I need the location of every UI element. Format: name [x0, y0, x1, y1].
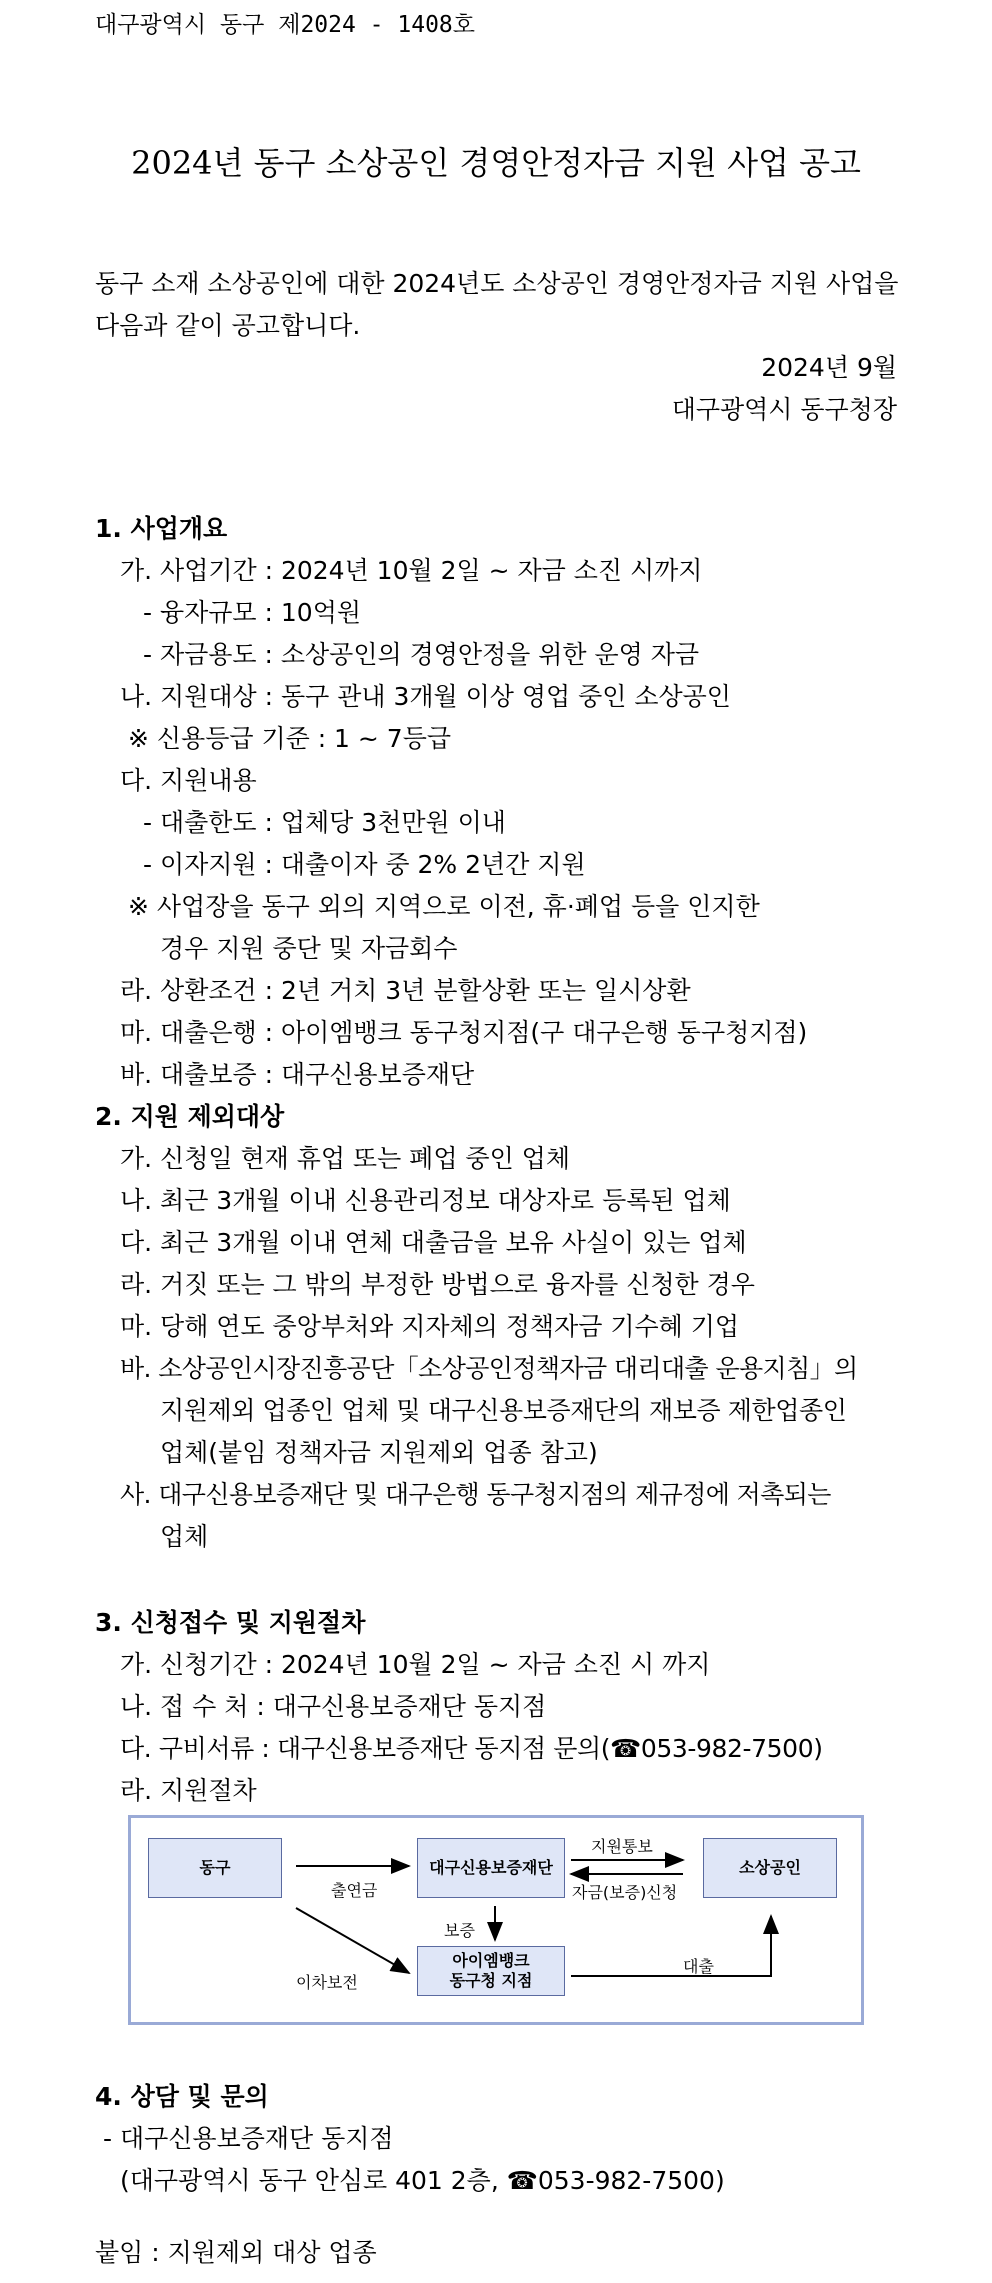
section-2-item: 마. 당해 연도 중앙부처와 지자체의 정책자금 기수혜 기업 [120, 1312, 740, 1341]
contact-address: (대구광역시 동구 안심로 401 2층, ☎053-982-7500) [120, 2166, 725, 2195]
section-1-note: ※ 신용등급 기준 : 1 ~ 7등급 [128, 724, 452, 753]
attachment-note: 붙임 : 지원제외 대상 업종 [95, 2238, 377, 2267]
section-1-item: 바. 대출보증 : 대구신용보증재단 [120, 1060, 475, 1089]
section-2-item: 나. 최근 3개월 이내 신용관리정보 대상자로 등록된 업체 [120, 1186, 731, 1215]
section-1-item: - 이자지원 : 대출이자 중 2% 2년간 지원 [143, 850, 586, 879]
section-2-item: 업체 [160, 1522, 209, 1551]
edge-label-contribution: 출연금 [331, 1881, 378, 1900]
section-4-heading: 4. 상담 및 문의 [95, 2082, 269, 2111]
node-small-merchant: 소상공인 [703, 1838, 837, 1898]
edge-label-interest-support: 이차보전 [296, 1973, 358, 1992]
notice-number: 대구광역시 동구 제2024 - 1408호 [95, 12, 475, 38]
section-1-heading: 1. 사업개요 [95, 514, 228, 543]
arrow-loan [571, 1916, 771, 1976]
edge-label-loan: 대출 [683, 1957, 714, 1976]
section-3-item: 라. 지원절차 [120, 1776, 257, 1805]
section-3-item: 가. 신청기간 : 2024년 10월 2일 ~ 자금 소진 시 까지 [120, 1650, 711, 1679]
section-1-item: - 대출한도 : 업체당 3천만원 이내 [143, 808, 506, 837]
support-procedure-diagram [128, 1815, 864, 2025]
section-1-item: 라. 상환조건 : 2년 거치 3년 분할상환 또는 일시상환 [120, 976, 691, 1005]
section-3-heading: 3. 신청접수 및 지원절차 [95, 1608, 366, 1637]
section-3-item: 나. 접 수 처 : 대구신용보증재단 동지점 [120, 1692, 547, 1721]
issuer: 대구광역시 동구청장 [671, 395, 897, 424]
section-2-heading: 2. 지원 제외대상 [95, 1102, 285, 1131]
bank-branch: 동구청 지점 [449, 1971, 533, 1990]
section-2-item: 라. 거짓 또는 그 밖의 부정한 방법으로 융자를 신청한 경우 [120, 1270, 755, 1299]
intro-line-2: 다음과 같이 공고합니다. [95, 311, 361, 340]
section-3-item: 다. 구비서류 : 대구신용보증재단 동지점 문의(☎053-982-7500) [120, 1734, 823, 1763]
section-2-item: 가. 신청일 현재 휴업 또는 폐업 중인 업체 [120, 1144, 570, 1173]
node-donggu: 동구 [148, 1838, 282, 1898]
edge-label-guarantee: 보증 [444, 1921, 475, 1940]
document-title: 2024년 동구 소상공인 경영안정자금 지원 사업 공고 [131, 144, 861, 182]
node-bank [417, 1946, 565, 1996]
section-1-note: ※ 사업장을 동구 외의 지역으로 이전, 휴·폐업 등을 인지한 [128, 892, 760, 921]
node-credit-foundation: 대구신용보증재단 [417, 1838, 565, 1898]
section-2-item: 업체(붙임 정책자금 지원제외 업종 참고) [160, 1438, 598, 1467]
section-2-item: 사. 대구신용보증재단 및 대구은행 동구청지점의 제규정에 저촉되는 [120, 1480, 831, 1509]
section-2-item: 바. 소상공인시장진흥공단「소상공인정책자금 대리대출 운용지침」의 [120, 1354, 858, 1383]
intro-line-1: 동구 소재 소상공인에 대한 2024년도 소상공인 경영안정자금 지원 사업을 [95, 269, 899, 298]
section-2-item: 다. 최근 3개월 이내 연체 대출금을 보유 사실이 있는 업체 [120, 1228, 747, 1257]
edge-label-application: 자금(보증)신청 [572, 1883, 678, 1902]
section-1-note: 경우 지원 중단 및 자금회수 [160, 934, 458, 963]
section-1-item: - 융자규모 : 10억원 [143, 598, 361, 627]
section-1-item: 다. 지원내용 [120, 766, 257, 795]
bank-name: 아이엠뱅크 [452, 1951, 530, 1970]
section-2-item: 지원제외 업종인 업체 및 대구신용보증재단의 재보증 제한업종인 [160, 1396, 847, 1425]
arrow-interest [296, 1908, 409, 1973]
notice-date: 2024년 9월 [761, 353, 897, 382]
section-1-item: 나. 지원대상 : 동구 관내 3개월 이상 영업 중인 소상공인 [120, 682, 731, 711]
section-1-item: 가. 사업기간 : 2024년 10월 2일 ~ 자금 소진 시까지 [120, 556, 703, 585]
section-1-item: - 자금용도 : 소상공인의 경영안정을 위한 운영 자금 [143, 640, 700, 669]
edge-label-notice: 지원통보 [591, 1837, 653, 1856]
contact-name: - 대구신용보증재단 동지점 [103, 2124, 394, 2153]
section-1-item: 마. 대출은행 : 아이엠뱅크 동구청지점(구 대구은행 동구청지점) [120, 1018, 808, 1047]
